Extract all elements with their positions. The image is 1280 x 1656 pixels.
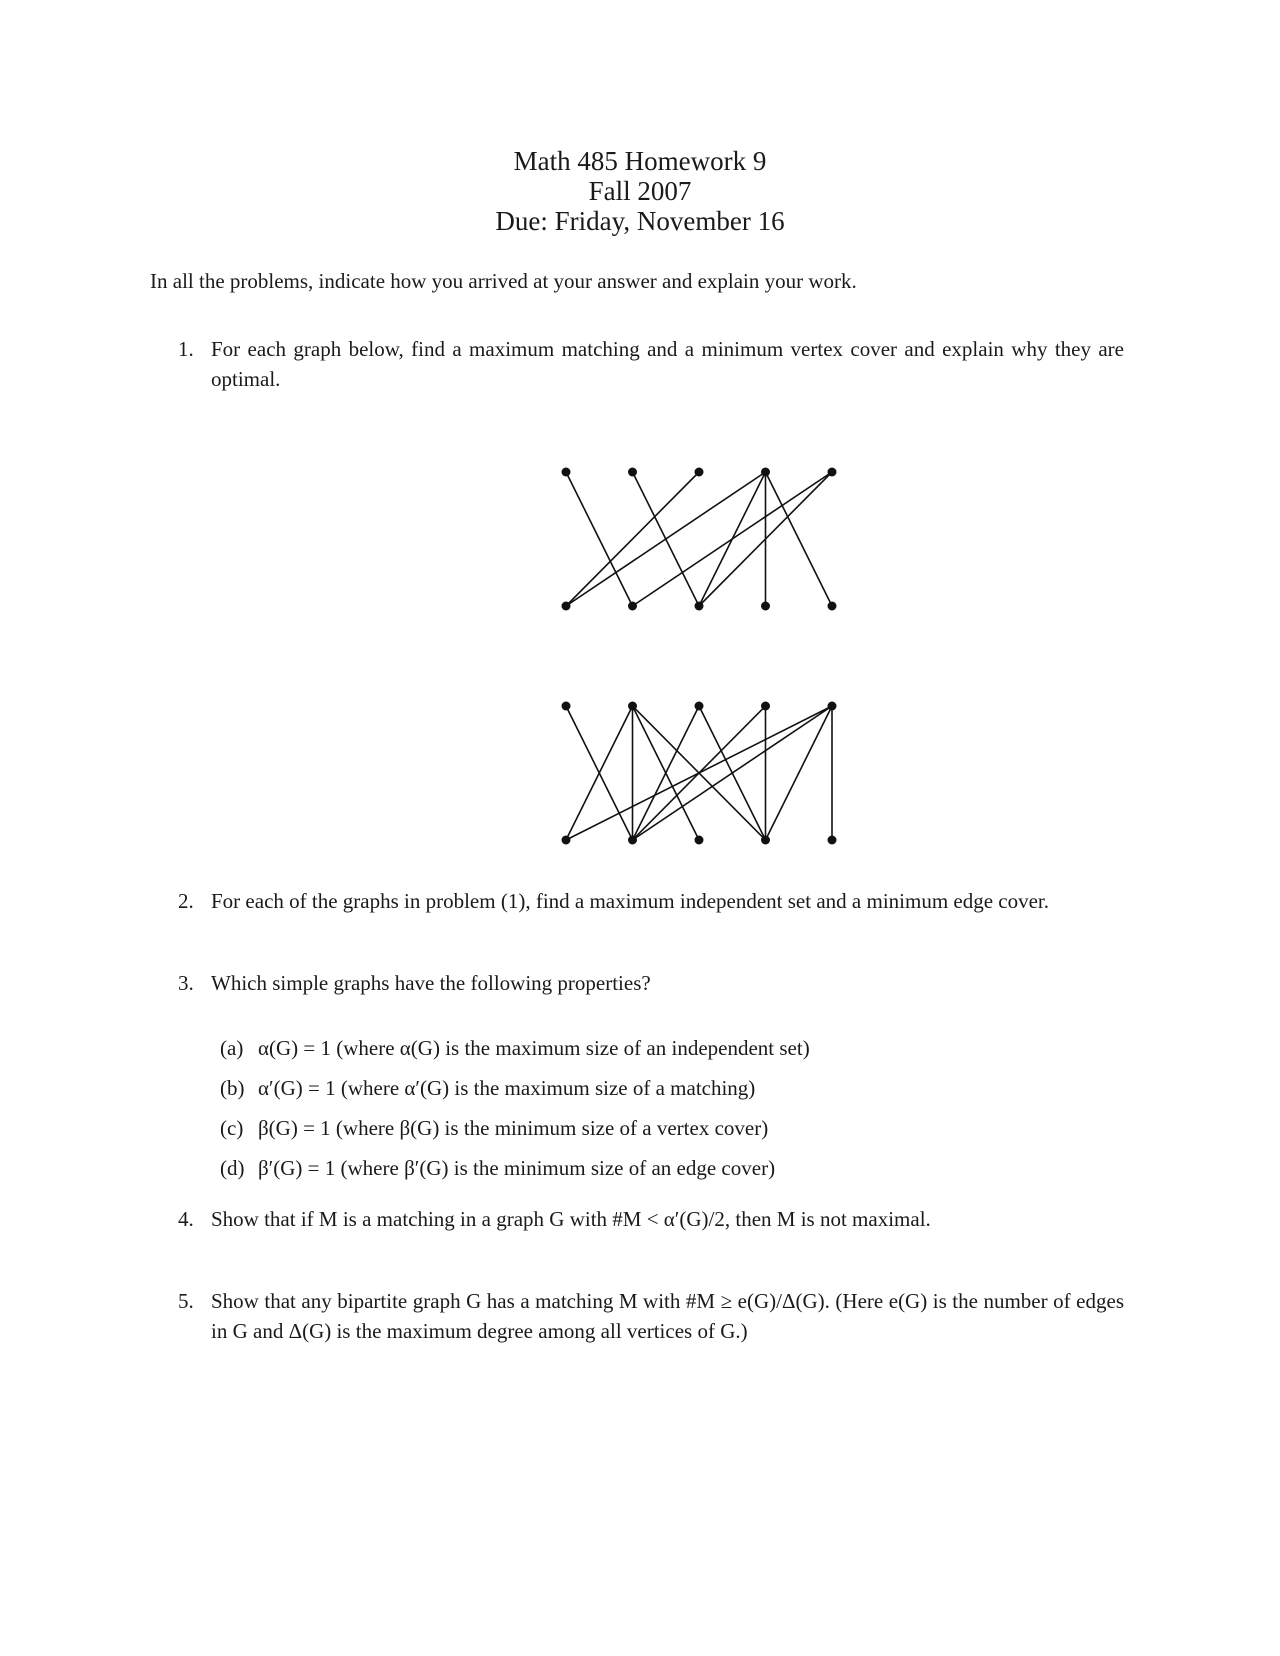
graph-edge: [566, 472, 766, 606]
graph-edge: [766, 472, 833, 606]
problem-text: Show that if M is a matching in a graph G with #M < α′(G)/2, then M is not maximal.: [211, 1207, 931, 1231]
subpart-a: [220, 1034, 1120, 1062]
problem-3: [178, 968, 1124, 998]
top-vertex: [628, 468, 637, 477]
graph-edge: [766, 706, 833, 840]
top-vertex: [628, 702, 637, 711]
subpart-label: (b): [220, 1076, 245, 1100]
bottom-vertex: [628, 602, 637, 611]
subpart-d: [220, 1154, 1120, 1182]
top-vertex: [562, 702, 571, 711]
subpart-text: β′(G) = 1 (where β′(G) is the minimum size of an edge cover): [258, 1156, 776, 1180]
document-title: Math 485 Homework 9: [513, 146, 767, 176]
problem-number: 3.: [178, 971, 194, 995]
problem-text: Which simple graphs have the following properties?: [211, 971, 651, 995]
problem-4: [178, 1204, 1124, 1234]
graph-1: [562, 468, 837, 611]
problem-number: 1.: [178, 337, 194, 361]
top-vertex: [761, 702, 770, 711]
top-vertex: [828, 702, 837, 711]
problem-number: 4.: [178, 1207, 194, 1231]
bottom-vertex: [828, 602, 837, 611]
graph-edge: [566, 706, 832, 840]
bottom-vertex: [628, 836, 637, 845]
subpart-text: α(G) = 1 (where α(G) is the maximum size of an independent set): [258, 1036, 810, 1060]
graph-edge: [566, 472, 633, 606]
problem-number: 2.: [178, 889, 194, 913]
top-vertex: [828, 468, 837, 477]
bottom-vertex: [562, 836, 571, 845]
document-term: Fall 2007: [588, 176, 692, 206]
bottom-vertex: [828, 836, 837, 845]
problem-number: 5.: [178, 1289, 194, 1313]
subpart-b: [220, 1074, 1120, 1102]
bottom-vertex: [562, 602, 571, 611]
problem-text: For each of the graphs in problem (1), find a maximum independent set and a minimum edge cover.: [211, 889, 1050, 913]
subpart-label: (a): [220, 1036, 244, 1060]
subpart-label: (d): [220, 1156, 245, 1180]
bottom-vertex: [695, 602, 704, 611]
bottom-vertex: [761, 602, 770, 611]
intro-paragraph: In all the problems, indicate how you arrived at your answer and explain your work.: [150, 269, 857, 293]
graph-2: [562, 702, 837, 845]
graph-edge: [633, 706, 833, 840]
bottom-vertex: [761, 836, 770, 845]
graph-edge: [633, 472, 833, 606]
problem-text: Show that any bipartite graph G has a matching M with #M ≥ e(G)/Δ(G). (Here e(G) is the number of edges in G and Δ(G) is the maximum degree among all vertices of G.): [211, 1289, 1124, 1343]
subpart-text: β(G) = 1 (where β(G) is the minimum size of a vertex cover): [258, 1116, 769, 1140]
subpart-text: α′(G) = 1 (where α′(G) is the maximum size of a matching): [258, 1076, 756, 1100]
document-due-date: Due: Friday, November 16: [495, 206, 785, 236]
graph-edge: [566, 472, 699, 606]
top-vertex: [695, 468, 704, 477]
top-vertex: [562, 468, 571, 477]
problem-2: [178, 886, 1124, 916]
top-vertex: [695, 702, 704, 711]
problem-5: [178, 1286, 1124, 1346]
top-vertex: [761, 468, 770, 477]
subpart-c: [220, 1114, 1120, 1142]
bottom-vertex: [695, 836, 704, 845]
subpart-label: (c): [220, 1116, 244, 1140]
problem-text: For each graph below, find a maximum matching and a minimum vertex cover and explain why they are optimal.: [211, 337, 1124, 391]
